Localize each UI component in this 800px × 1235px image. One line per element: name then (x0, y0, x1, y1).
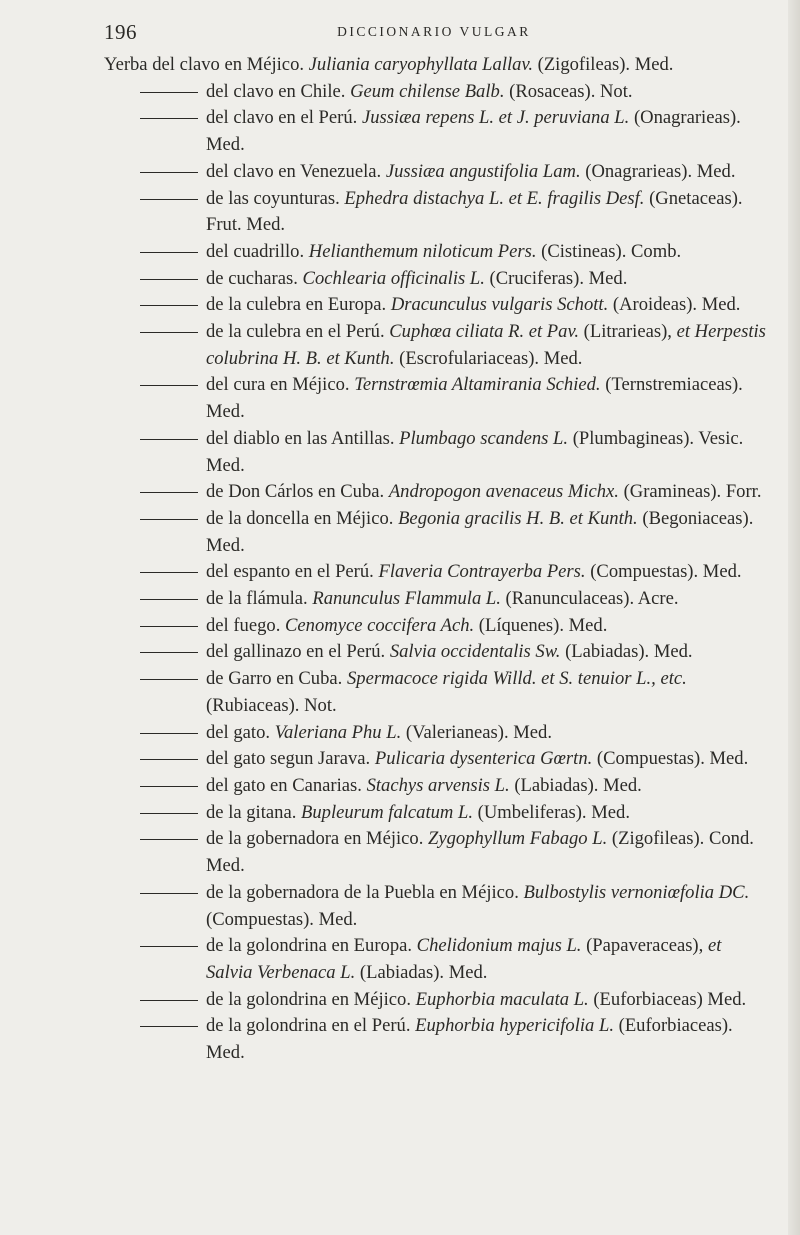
entry-latin-name: Juliania caryophyllata Lallav. (308, 54, 533, 75)
entry-family-use: (Papaveraceas), (586, 935, 704, 957)
entry-latin-name: Euphorbia hypericifolia L. (415, 1015, 614, 1037)
entry-family-use: (Gramineas). Forr. (623, 481, 762, 503)
dictionary-entry (104, 239, 770, 266)
repeat-dash (140, 652, 198, 653)
dictionary-entry (104, 479, 770, 506)
dictionary-entry (104, 319, 770, 372)
entry-latin-name: Ephedra distachya L. et E. fragilis Desf. (344, 187, 645, 209)
dictionary-entry (104, 826, 770, 879)
entry-common-name: del gato. (206, 721, 271, 743)
entry-latin-name: Euphorbia maculata L. (415, 988, 589, 1010)
repeat-dash (140, 626, 198, 627)
repeat-dash (140, 946, 198, 947)
repeat-dash (140, 679, 198, 680)
page-header (104, 20, 764, 46)
dictionary-entry (104, 266, 770, 293)
entry-latin-name: Dracunculus vulgaris Schott. (390, 294, 609, 316)
entry-common-name: de la golondrina en el Perú. (206, 1015, 411, 1037)
entry-family-use: (Zigofileas). Med. (537, 54, 674, 75)
repeat-dash (140, 305, 198, 306)
entry-common-name: de la gobernadora en Méjico. (206, 828, 424, 850)
dictionary-entry (104, 426, 770, 479)
entry-latin-name: Zygophyllum Fabago L. (428, 828, 608, 850)
entry-family-use: (Compuestas). Med. (206, 908, 358, 930)
repeat-dash (140, 893, 198, 894)
dictionary-entry (104, 52, 770, 79)
repeat-dash (140, 813, 198, 814)
entry-family-use-2: (Labiadas). Med. (359, 961, 488, 983)
repeat-dash (140, 839, 198, 840)
dictionary-entry (104, 79, 770, 106)
entry-family-use: (Zigofileas). Cond. Med. (206, 828, 754, 877)
repeat-dash (140, 118, 198, 119)
dictionary-entry (104, 639, 770, 666)
repeat-dash (140, 199, 198, 200)
repeat-dash (140, 786, 198, 787)
entry-common-name: de la golondrina en Méjico. (206, 988, 411, 1010)
dictionary-entry (104, 987, 770, 1014)
entry-common-name: del cura en Méjico. (206, 374, 350, 396)
repeat-dash (140, 439, 198, 440)
entry-family-use: (Plumbagineas). Vesic. Med. (206, 427, 744, 476)
entry-family-use: (Líquenes). Med. (478, 614, 608, 636)
entry-latin-name: Cochlearia officinalis L. (302, 267, 485, 289)
entry-latin-name: Jussiæa angustifolia Lam. (385, 160, 581, 182)
entry-latin-name: Ranunculus Flammula L. (312, 588, 501, 610)
entry-common-name: del clavo en el Perú. (206, 107, 358, 129)
dictionary-entry (104, 800, 770, 827)
dictionary-entry (104, 666, 770, 719)
dictionary-entries (104, 52, 770, 1067)
entry-family-use: (Rubiaceas). Not. (206, 694, 337, 716)
entry-latin-name: Cenomyce coccifera Ach. (285, 614, 475, 636)
repeat-dash (140, 759, 198, 760)
page-number: 196 (104, 20, 137, 44)
entry-common-name: de Garro en Cuba. (206, 668, 343, 690)
repeat-dash (140, 385, 198, 386)
entry-family-use: (Euforbiaceas) Med. (593, 988, 747, 1010)
entry-common-name: de la golondrina en Europa. (206, 935, 413, 957)
dictionary-entry (104, 720, 770, 747)
entry-common-name: del clavo en Chile. (206, 80, 346, 102)
entry-common-name: de la gobernadora de la Puebla en Méjico. (206, 881, 519, 903)
entry-latin-name: Plumbago scandens L. (399, 427, 569, 449)
page-edge-shadow (788, 0, 800, 1235)
entry-common-name: del espanto en el Perú. (206, 561, 374, 583)
running-head: DICCIONARIO VULGAR (337, 24, 531, 39)
entry-latin-name: Flaveria Contrayerba Pers. (378, 561, 586, 583)
dictionary-entry (104, 372, 770, 425)
entry-latin-name: Andropogon avenaceus Michx. (388, 481, 619, 503)
entry-common-name: del fuego. (206, 614, 281, 636)
entry-family-use: (Gnetaceas). Frut. Med. (206, 187, 743, 236)
entry-family-use: (Euforbiaceas). Med. (206, 1015, 733, 1064)
dictionary-entry (104, 613, 770, 640)
entry-headword: Yerba (104, 54, 148, 75)
entry-common-name: de Don Cárlos en Cuba. (206, 481, 385, 503)
entry-common-name: del gato en Canarias. (206, 774, 362, 796)
entry-common-name: de la culebra en el Perú. (206, 321, 385, 343)
entry-latin-name: Bulbostylis vernoniœfolia DC. (523, 881, 750, 903)
repeat-dash (140, 1026, 198, 1027)
repeat-dash (140, 332, 198, 333)
dictionary-entry (104, 773, 770, 800)
entry-family-use: (Cistineas). Comb. (541, 240, 682, 262)
entry-common-name: del gallinazo en el Perú. (206, 641, 386, 663)
entry-family-use: (Ternstremiaceas). Med. (206, 374, 743, 423)
entry-latin-name: Valeriana Phu L. (274, 721, 402, 743)
entry-latin-name: Helianthemum niloticum Pers. (308, 240, 537, 262)
entry-family-use: (Onagrarieas). Med. (585, 160, 736, 182)
repeat-dash (140, 599, 198, 600)
dictionary-entry (104, 186, 770, 239)
entry-latin-name: Ternstrœmia Altamirania Schied. (354, 374, 601, 396)
entry-latin-name: Cuphœa ciliata R. et Pav. (389, 321, 579, 343)
repeat-dash (140, 492, 198, 493)
dictionary-entry (104, 933, 770, 986)
entry-common-name: de la doncella en Méjico. (206, 507, 394, 529)
entry-latin-name: Stachys arvensis L. (366, 774, 510, 796)
dictionary-entry (104, 880, 770, 933)
entry-common-name: del gato segun Jarava. (206, 748, 371, 770)
entry-common-name: de la culebra en Europa. (206, 294, 387, 316)
entry-family-use: (Compuestas). Med. (596, 748, 749, 770)
repeat-dash (140, 252, 198, 253)
entry-latin-name: Salvia occidentalis Sw. (389, 641, 561, 663)
dictionary-entry (104, 506, 770, 559)
entry-latin-name-2: et Herpestis colubrina H. B. et Kunth. (206, 321, 766, 369)
entry-family-use: (Umbeliferas). Med. (477, 801, 630, 823)
entry-common-name: del diablo en las Antillas. (206, 427, 395, 449)
repeat-dash (140, 519, 198, 520)
entry-common-name: de la flámula. (206, 588, 308, 610)
dictionary-entry (104, 105, 770, 158)
entry-family-use-2: (Escrofulariaceas). Med. (399, 347, 583, 369)
repeat-dash (140, 1000, 198, 1001)
entry-latin-name: Spermacoce rigida Willd. et S. tenuior L., etc. (346, 668, 687, 690)
entry-latin-name: Geum chilense Balb. (350, 80, 505, 102)
entry-common-name: del clavo en Venezuela. (206, 160, 382, 182)
repeat-dash (140, 172, 198, 173)
entry-common-name: de cucharas. (206, 267, 298, 289)
dictionary-entry (104, 559, 770, 586)
entry-latin-name: Begonia gracilis H. B. et Kunth. (398, 507, 638, 529)
entry-family-use: (Rosaceas). Not. (509, 80, 633, 102)
entry-family-use: (Begoniaceas). Med. (206, 507, 754, 556)
entry-common-name: de la gitana. (206, 801, 297, 823)
entry-latin-name: Chelidonium majus L. (416, 935, 582, 957)
entry-family-use: (Aroideas). Med. (612, 294, 741, 316)
entry-family-use: (Labiadas). Med. (514, 774, 642, 796)
repeat-dash (140, 572, 198, 573)
entry-common-name: de las coyunturas. (206, 187, 340, 209)
repeat-dash (140, 733, 198, 734)
entry-family-use: (Ranunculaceas). Acre. (505, 588, 679, 610)
dictionary-entry (104, 1013, 770, 1066)
entry-common-name: del clavo en Méjico. (152, 54, 305, 75)
entry-common-name: del cuadrillo. (206, 240, 305, 262)
entry-family-use: (Compuestas). Med. (590, 561, 742, 583)
dictionary-entry (104, 746, 770, 773)
entry-family-use: (Cruciferas). Med. (489, 267, 628, 289)
entry-family-use: (Litrarieas), (583, 321, 672, 343)
dictionary-entry (104, 292, 770, 319)
entry-latin-name: Jussiæa repens L. et J. peruviana L. (361, 107, 630, 129)
dictionary-entry (104, 586, 770, 613)
dictionary-entry (104, 159, 770, 186)
entry-latin-name: Bupleurum falcatum L. (301, 801, 473, 823)
repeat-dash (140, 279, 198, 280)
entry-latin-name-2: et Salvia Verbenaca L. (206, 935, 722, 983)
entry-family-use: (Labiadas). Med. (565, 641, 693, 663)
entry-latin-name: Pulicaria dysenterica Gœrtn. (374, 748, 593, 770)
entry-family-use: (Onagrarieas). Med. (206, 107, 741, 156)
repeat-dash (140, 92, 198, 93)
entry-family-use: (Valerianeas). Med. (405, 721, 552, 743)
